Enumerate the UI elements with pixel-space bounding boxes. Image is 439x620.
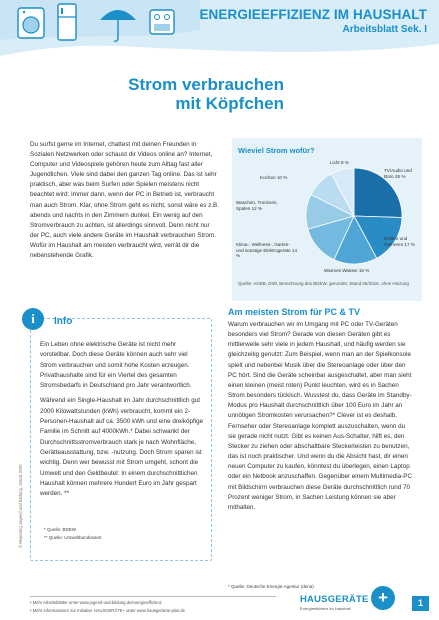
pie-slice-label: Klima-, Wellness-, Garten- und sonstige Elektrogeräte 14 %	[236, 242, 298, 259]
page-number: 1	[412, 596, 429, 611]
section-heading: Am meisten Strom für PC & TV	[228, 307, 361, 317]
pie-slice-label: Kochen 10 %	[260, 175, 288, 180]
pie-slice-label: Licht 8 %	[330, 160, 349, 165]
footer-link-initiative[interactable]: • Mehr Informationen zur Initiative HAUSGERÄTE+ unter www.hausgeraete-plus.de	[30, 608, 185, 613]
hausgeraete-logo-subtitle: Energieeffizienz im Haushalt	[300, 606, 351, 611]
info-text	[40, 340, 206, 504]
pie-slice-label: TV/Audio und Büro 26 %	[384, 168, 412, 179]
stove-icon	[150, 10, 174, 34]
intro-paragraph: Du surfst gerne im Internet, chattest mit deinen Freunden in Sozialen Netzwerken oder schaust dir Videos online an? Internet, Computer und Videospiele gehören heute zum Alltag fast aller Jugendlichen. Viele sind dabei den ganzen Tag online. Das ist sehr praktisch, aber was beim Surfen oder Spielen meistens nicht beachtet wird: Immer dann, wenn der PC in Betrieb ist, verbraucht man auch Strom. Klar, ohne Strom geht es nicht, sonst wäre es z.B. abends und nachts in den Zimmern dunkel. Ein wenig auf den Stromverbrauch zu achten, ist allerdings sinnvoll. Denn nicht nur der PC, auch viele andere Geräte im Haushalt verbrauchen Strom. Wofür im Haushalt am meisten verbraucht wird, verrät dir die nebenstehende Grafik.	[30, 141, 219, 260]
plus-logo-icon: +	[371, 586, 395, 610]
info-source-2: ** Quelle: Umweltbundesamt	[44, 535, 102, 540]
pie-slice-label: Waschen, Trocknen, Spülen 12 %	[236, 200, 278, 211]
footer-link-worksheets[interactable]: • Mehr Arbeitsblätter unter www.jugend-und-bildung.de/energieeffizienz	[30, 600, 162, 605]
footer-divider	[30, 596, 276, 597]
section-source: * Quelle: Deutsche Energie-Agentur (dena)	[228, 584, 314, 589]
page-title-line-1: Strom verbrauchen	[128, 75, 284, 94]
chart-title: Wieviel Strom wofür?	[238, 146, 315, 155]
page-title-line-2: mit Köpfchen	[175, 94, 284, 113]
pie-slice-label: Warmes Wasser 15 %	[324, 268, 370, 273]
hausgeraete-logo-text: HAUSGERÄTE	[300, 594, 369, 605]
header-title: ENERGIEEFFIZIENZ IM HAUSHALT	[199, 7, 427, 22]
header-subtitle: Arbeitsblatt Sek. I	[342, 24, 427, 35]
page-title	[84, 75, 284, 113]
info-paragraph-1: Ein Leben ohne elektrische Geräte ist nicht mehr vorstellbar. Doch diese Geräte können auch sehr viel Strom verbrauchen und somit hohe Kosten erzeugen. Privathaushalte sind für ein Viertel des gesamten Stromsbedarfs in Deutschland pro Jahr verantwortlich.	[40, 341, 192, 390]
refrigerator-icon	[58, 4, 76, 40]
info-icon: i	[22, 308, 44, 330]
info-source-1: * Quelle: BDEW	[44, 527, 77, 532]
info-title: Info	[54, 316, 73, 327]
chart-source: Quelle: AGEB, DIW, Berechnung des BDEW, gerundet, Stand 06/2016, ohne Heizung	[238, 281, 409, 286]
info-paragraph-2: Während ein Single-Haushalt im Jahr durchschnittlich gut 2000 Kilowattstunden (kWh) verbraucht, kommt ein 2-Personen-Haushalt auf ca. 3500 kWh und eine dreiköpfige Familie im Schnitt auf 4000kWh.* Dabei schwankt der Durchschnittsstromverbrauch stark je nach Wohnfläche, Gerätteausstattung, bzw. -nutzung. Doch Strom sparen ist wichtig. Denn wer bewusst mit Strom umgeht, schont die Umwelt und den Geldbeutel: In einem durchschnittlichen Haushalt können mehrere Hundert Euro im Jahr gespart werden. **	[40, 397, 204, 498]
chart-panel	[232, 138, 422, 301]
pie-slice-label: Kühlen und Gefrieren 17 %	[384, 236, 415, 247]
section-paragraph: Warum verbrauchen wir im Umgang mit PC oder TV-Geräten besonders viel Strom? Gerade von diesen Geräten gibt es mittlerweile sehr viele in jedem Haushalt, und häufig werden sie gleichzeitig genutzt: Zum Beispiel, wenn man an der Spielkonsole spielt und nebenbei Musik über die Stereoanlage oder über den PC hört. Sind die Geräte scheinbar ausgeschaltet, aber man sieht einen kleinen (meist roten) Punkt leuchten, wird es in Sachen Strom besonders tückisch. Wusstest du, dass Geräte im Standby-Modus pro Haushalt durchschnittlich über 100 Euro im Jahr an unnötigen Stromkosten verursachen?* Clever ist es deshalb, Fernseher oder Stereoanlage komplett auszuschalten, wenn du sie gerade nicht nutzt. Gibt es keinen Aus-Schalter, hilft es, den Stecker zu ziehen oder abschaltbare Steckerleisten zu benutzen, das ist noch praktischer. Und wenn du die Absicht hast, dir einen neuen Computer zu kaufen, könntest du überlegen, einen Laptop oder ein Netbook anzuschaffen. Gegenüber einem Multimedia-PC mit Bildschirm verbrauchen diese Geräte durchschnittlich rund 70 Prozent weniger Strom, in Sachen Leistung können sie aber mithalten.	[228, 321, 412, 511]
washing-machine-icon	[18, 8, 44, 38]
copyright-note: © Rejecting Jugend und Bildung, Stand 2020	[18, 464, 23, 548]
pie-chart	[232, 138, 422, 301]
